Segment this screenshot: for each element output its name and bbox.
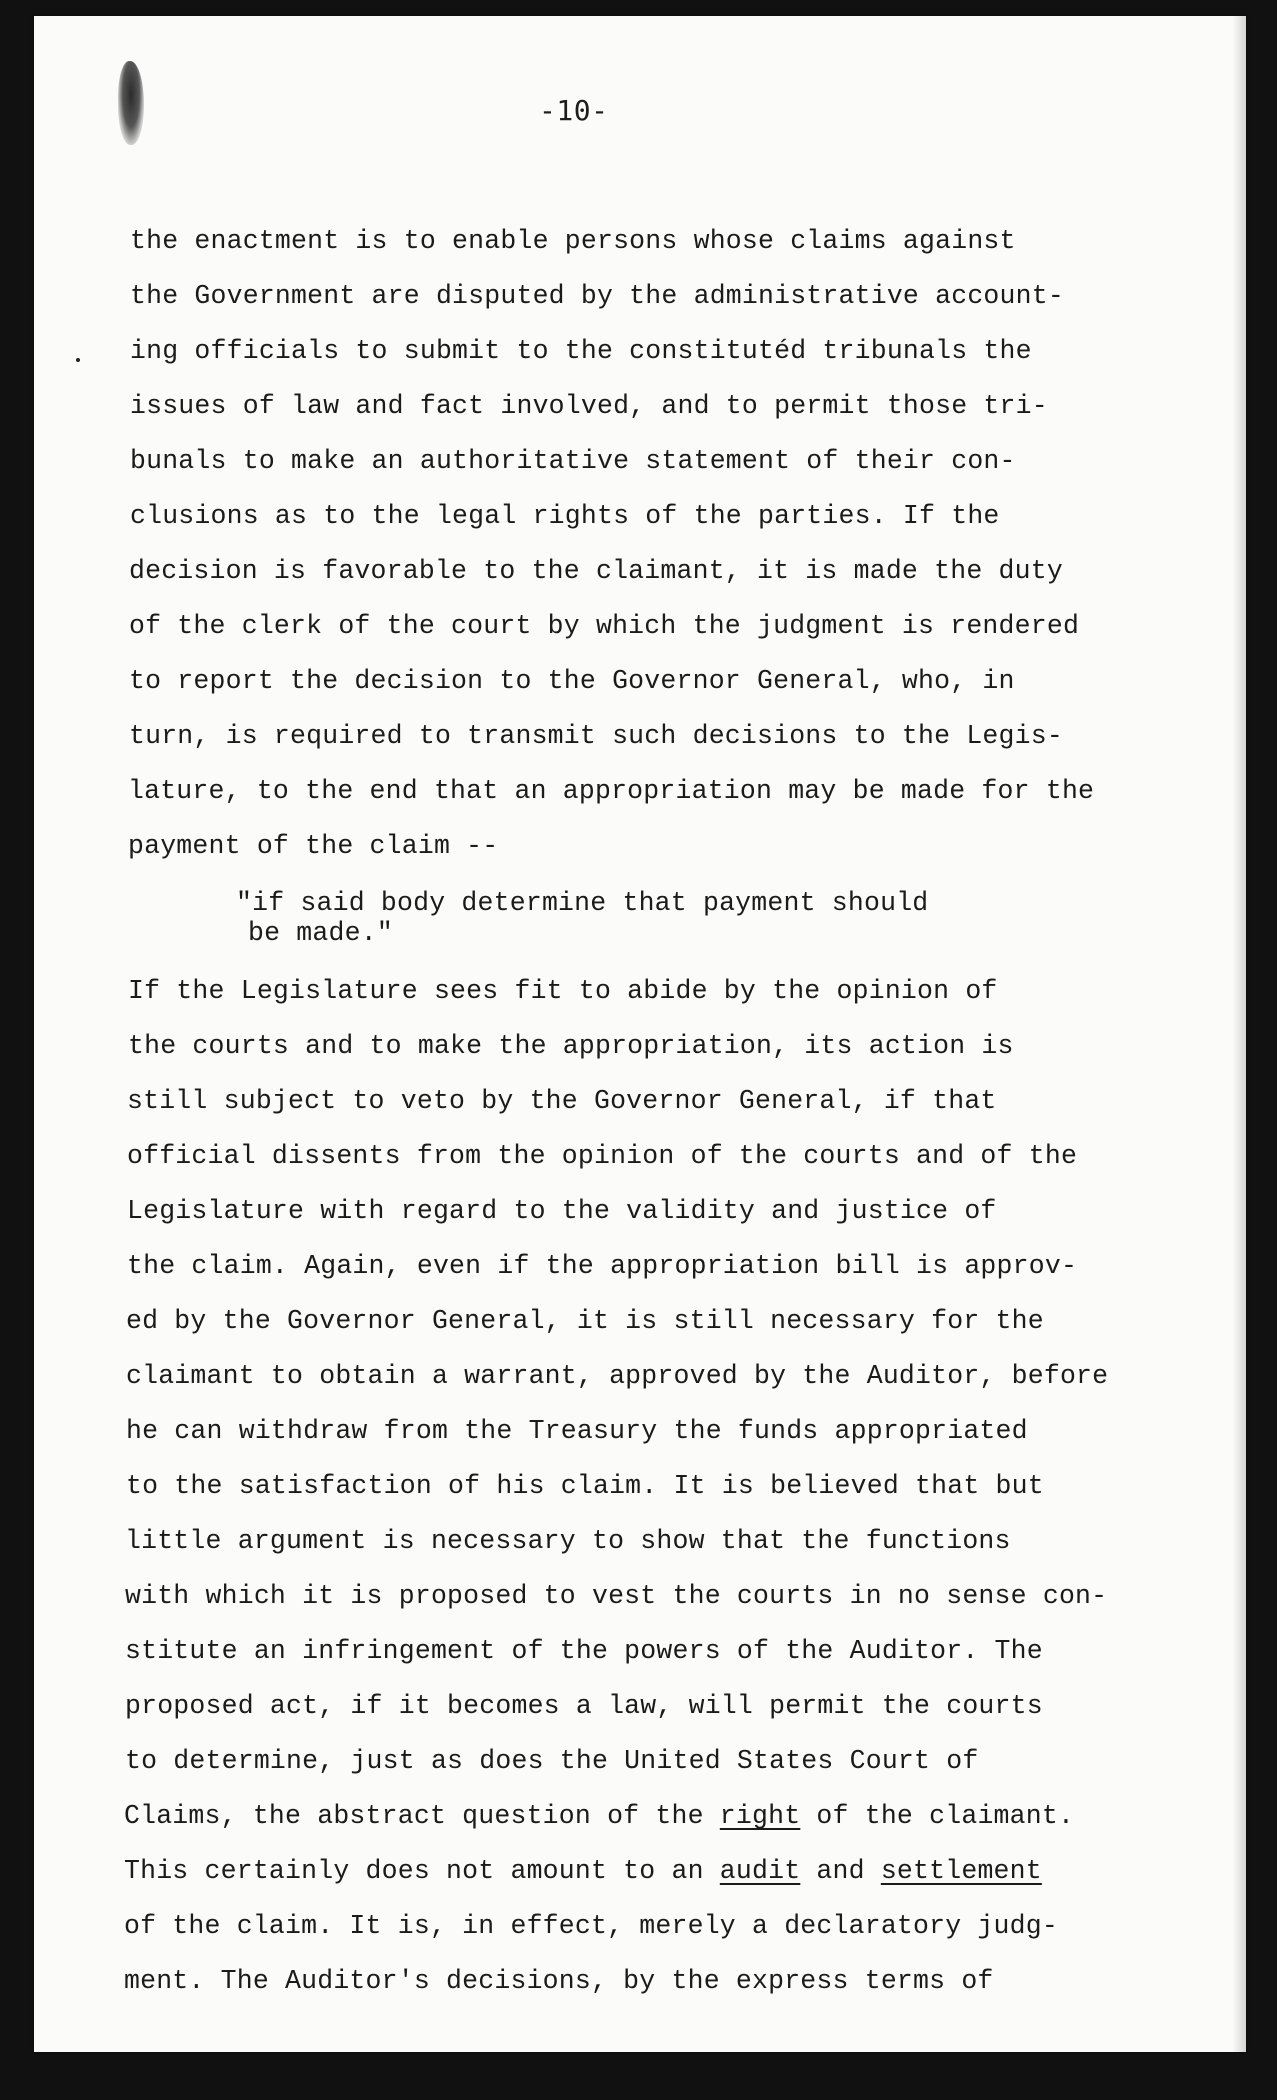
text-line: lature, to the end that an appropriation may be made for the <box>128 776 1095 806</box>
text-line: proposed act, if it becomes a law, will permit the courts <box>125 1691 1043 1721</box>
page-edge-shadow <box>1232 16 1246 2052</box>
quote-line: "if said body determine that payment should <box>236 888 929 918</box>
text-line: with which it is proposed to vest the courts in no sense con- <box>125 1581 1108 1611</box>
text-line: claimant to obtain a warrant, approved by the Auditor, before <box>126 1361 1109 1391</box>
text-line: he can withdraw from the Treasury the funds appropriated <box>126 1416 1028 1446</box>
text-line: to report the decision to the Governor General, who, in <box>129 666 1015 696</box>
text-line: official dissents from the opinion of the courts and of the <box>127 1141 1078 1171</box>
text-line: to determine, just as does the United States Court of <box>125 1746 979 1776</box>
text-line: still subject to veto by the Governor General, if that <box>127 1086 997 1116</box>
text-line: the claim. Again, even if the appropriation bill is approv- <box>127 1251 1078 1281</box>
page-number: -10- <box>539 94 609 127</box>
text-line: If the Legislature sees fit to abide by the opinion of <box>128 976 998 1006</box>
underlined-word-right: right <box>719 1801 801 1831</box>
text-segment: of the claimant. <box>800 1801 1075 1831</box>
text-line: the Government are disputed by the administrative account- <box>130 281 1064 311</box>
text-line: decision is favorable to the claimant, it is made the duty <box>129 556 1063 586</box>
text-line: to the satisfaction of his claim. It is believed that but <box>126 1471 1044 1501</box>
text-line-with-emphasis <box>124 1801 1074 1831</box>
text-line: ing officials to submit to the constitutéd tribunals the <box>130 336 1032 366</box>
text-line: little argument is necessary to show that the functions <box>125 1526 1011 1556</box>
ink-smudge-mark <box>118 61 144 145</box>
text-line: Legislature with regard to the validity and justice of <box>127 1196 997 1226</box>
text-segment: and <box>800 1856 881 1886</box>
text-line: ment. The Auditor's decisions, by the express terms of <box>124 1966 994 1996</box>
text-line: stitute an infringement of the powers of the Auditor. The <box>125 1636 1043 1666</box>
text-line-with-emphasis <box>124 1856 1042 1886</box>
text-line: ed by the Governor General, it is still necessary for the <box>126 1306 1044 1336</box>
text-line: of the clerk of the court by which the judgment is rendered <box>129 611 1080 641</box>
document-page <box>34 16 1246 2052</box>
text-line: the enactment is to enable persons whose claims against <box>130 226 1016 256</box>
text-segment: Claims, the abstract question of the <box>124 1801 720 1831</box>
underlined-word-settlement: settlement <box>880 1856 1042 1886</box>
text-line: the courts and to make the appropriation, its action is <box>128 1031 1014 1061</box>
text-line: bunals to make an authoritative statement of their con- <box>130 446 1016 476</box>
quote-line: be made." <box>248 918 393 948</box>
text-line: clusions as to the legal rights of the parties. If the <box>130 501 1000 531</box>
text-line: issues of law and fact involved, and to permit those tri- <box>130 391 1048 421</box>
underlined-word-audit: audit <box>719 1856 801 1886</box>
text-line: payment of the claim -- <box>128 831 499 861</box>
text-line: turn, is required to transmit such decisions to the Legis- <box>129 721 1063 751</box>
text-segment: This certainly does not amount to an <box>124 1856 720 1886</box>
text-line: of the claim. It is, in effect, merely a declaratory judg- <box>124 1911 1058 1941</box>
